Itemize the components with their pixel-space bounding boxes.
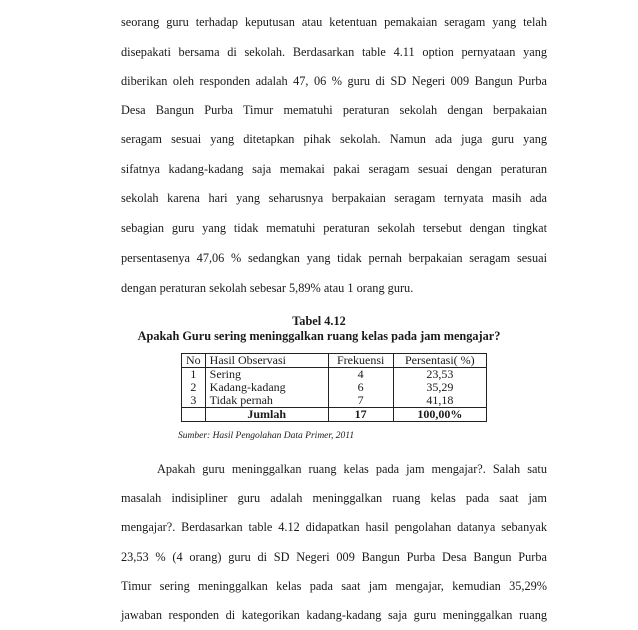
total-persentasi: 100,00% bbox=[393, 408, 486, 422]
table-source-note: Sumber: Hasil Pengolahan Data Primer, 2011 bbox=[178, 431, 355, 441]
text-line: sekolah karena hari yang seharusnya berpakaian seragam ternyata masih ada bbox=[121, 191, 547, 205]
cell-frekuensi: 7 bbox=[328, 394, 393, 408]
cell-observasi: Kadang-kadang bbox=[205, 381, 328, 394]
text-line: jawaban responden di kategorikan kadang-kadang saja guru meninggalkan ruang bbox=[121, 608, 547, 622]
cell-persentasi: 23,53 bbox=[393, 368, 486, 382]
text-line: masalah indisipliner guru adalah meninggalkan ruang kelas pada saat jam bbox=[121, 491, 547, 505]
text-line: Timur sering meninggalkan kelas pada saat jam mengajar, kemudian 35,29% bbox=[121, 579, 547, 593]
cell-persentasi: 35,29 bbox=[393, 381, 486, 394]
cell-no: 2 bbox=[182, 381, 206, 394]
cell-frekuensi: 6 bbox=[328, 381, 393, 394]
text-line: Desa Bangun Purba Timur mematuhi peraturan sekolah dengan berpakaian bbox=[121, 103, 547, 117]
text-line: seragam sesuai yang ditetapkan pihak sekolah. Namun ada juga guru yang bbox=[121, 132, 547, 146]
cell-persentasi: 41,18 bbox=[393, 394, 486, 408]
text-line: diberikan oleh responden adalah 47, 06 % guru di SD Negeri 009 Bangun Purba bbox=[121, 74, 547, 88]
cell-frekuensi: 4 bbox=[328, 368, 393, 382]
total-frekuensi: 17 bbox=[328, 408, 393, 422]
table-total-row bbox=[182, 408, 487, 422]
header-persentasi: Persentasi( %) bbox=[393, 354, 486, 368]
data-table bbox=[181, 353, 487, 422]
cell-observasi: Sering bbox=[205, 368, 328, 382]
header-frekuensi: Frekuensi bbox=[328, 354, 393, 368]
header-hasil-observasi: Hasil Observasi bbox=[205, 354, 328, 368]
text-line: dengan peraturan sekolah sebesar 5,89% atau 1 orang guru. bbox=[121, 281, 414, 295]
table-header-row bbox=[182, 354, 487, 368]
table-number: Tabel 4.12 bbox=[292, 314, 346, 328]
total-label: Jumlah bbox=[205, 408, 328, 422]
table-row bbox=[182, 368, 487, 382]
table-row bbox=[182, 394, 487, 408]
cell-no: 3 bbox=[182, 394, 206, 408]
text-line: Apakah guru meninggalkan ruang kelas pada jam mengajar?. Salah satu bbox=[157, 462, 547, 476]
cell-no bbox=[182, 408, 206, 422]
table-title: Apakah Guru sering meninggalkan ruang kelas pada jam mengajar? bbox=[137, 329, 501, 343]
text-line: disepakati bersama di sekolah. Berdasarkan table 4.11 option pernyataan yang bbox=[121, 45, 547, 59]
text-line: mengajar?. Berdasarkan table 4.12 didapatkan hasil pengolahan datanya sebanyak bbox=[121, 520, 547, 534]
text-line: seorang guru terhadap keputusan atau ketentuan pemakaian seragam yang telah bbox=[121, 15, 547, 29]
text-line: 23,53 % (4 orang) guru di SD Negeri 009 Bangun Purba Desa Bangun Purba bbox=[121, 550, 547, 564]
cell-no: 1 bbox=[182, 368, 206, 382]
text-line: sebagian guru yang tidak mematuhi peraturan sekolah tersebut dengan tingkat bbox=[121, 221, 547, 235]
text-line: persentasenya 47,06 % sedangkan yang tidak pernah berpakaian seragam sesuai bbox=[121, 251, 547, 265]
text-line: sifatnya kadang-kadang saja memakai pakai seragam sesuai dengan peraturan bbox=[121, 162, 547, 176]
cell-observasi: Tidak pernah bbox=[205, 394, 328, 408]
header-no: No bbox=[182, 354, 206, 368]
